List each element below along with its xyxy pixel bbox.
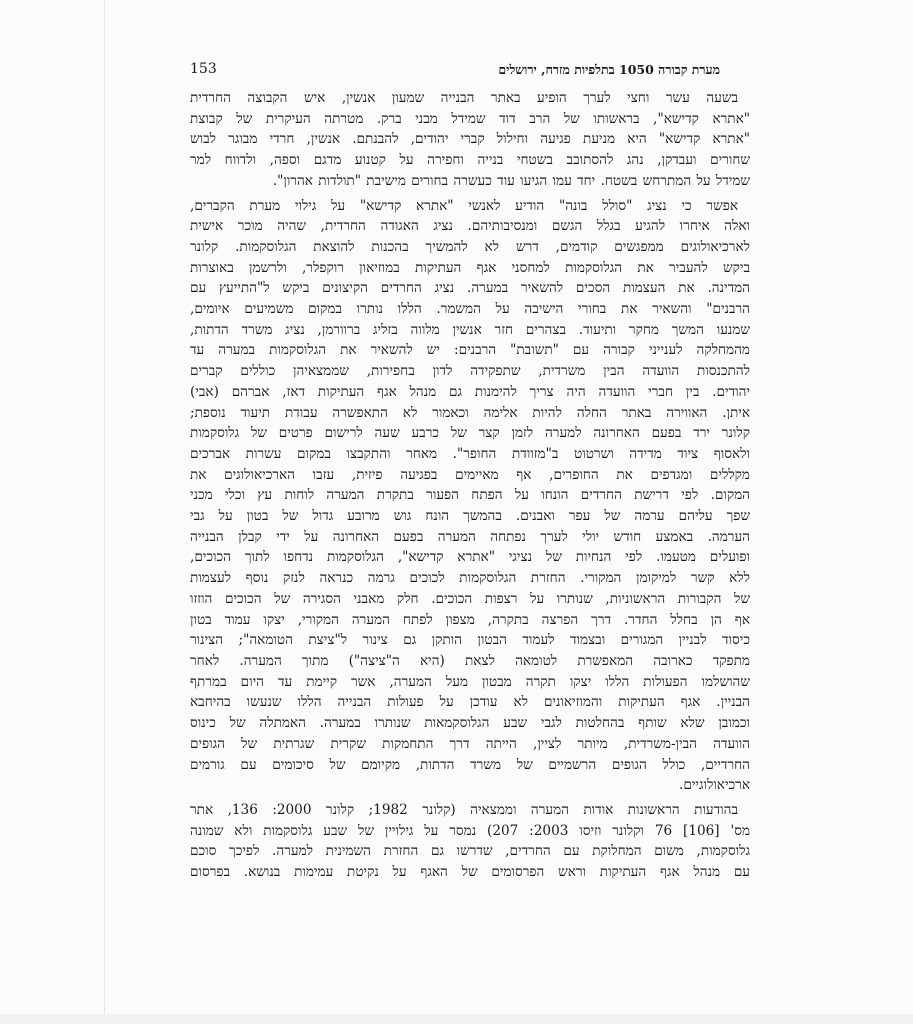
text-line: הוועדה הבין-משרדית, מיותר לציין, הייתה דרך התחמקות שקרית שגרתית של הגופים: [190, 735, 750, 752]
text-line: הבניין. אגף העתיקות והמוזיאונים לא עודכן על פעולות הבנייה הללו שנעשו בהיחבא: [190, 694, 750, 711]
text-line: אף הן בחלל החדר. דרך הפרצה בתקרה, מצפון לפתח המערה המקורי, יצקו עמוד בטון: [190, 611, 750, 628]
text-line: הערמה. באמצע חודש יולי לערך נפתחה המערה בפעם האחרונה על ידי קבלן הבנייה: [190, 528, 750, 545]
text-line: גלוסקמות, משום המחלוקת עם החרדים, שדרשו גם החזרת השמינית למערה. לפיכך סוכם: [190, 843, 750, 860]
text-line: קלונר ירד בפעם האחרונה למערה לזמן קצר של כרבע שעה לרישום פרטים של גלוסקמות: [190, 425, 750, 442]
text-line: וכמובן שלא שותף בהחלטות לגבי שבע הגלוסקמאות שנותרו במערה. האמתלה של כינוס: [190, 715, 750, 732]
running-head: [190, 58, 750, 82]
text-line: שמידל על המתרחש בשטח. יחד עמו הגיעו עוד כעשרה בחורים מישיבת "תולדות אהרון".: [272, 172, 750, 189]
text-line: מס' [106] 76 וקלונר וזיסו 2003: 207) נמסר על גילויין של שבע גלוסקמות ולא שמונה: [190, 822, 750, 839]
text-line: שפך עליהם ערמה של עפר ואבנים. בהמשך הונח גוש מרובע גדול של בטון על גבי: [190, 508, 750, 525]
text-line: "אתרא קדישא" היא מניעת פגיעה וחילול קברי יהודים, להבנתם. אנשין, חרדי מבוגר לבוש: [190, 131, 750, 148]
text-line: ופועלים מטעמו. לפי הנחיות של נציגי "אתרא קדישא", הגלוסקמות נדחפו לתוך הכוכים,: [190, 549, 750, 566]
text-line: ארכיאולוגיים.: [679, 777, 750, 794]
text-line: מהמחלקה לענייני קבורה עם "תשובת" הרבנים: יש להשאיר את הגלוסקמות במערה עד: [190, 342, 750, 359]
running-title: מערת קבורה 1050 בתלפיות מזרח, ירושלים: [498, 62, 720, 77]
scan-bottom-edge: [0, 1014, 913, 1024]
paragraph-1: [190, 88, 750, 192]
text-line: כיסוד לבניין המגורים ובצמוד לעמוד הבטון הותקן גם צינור ל"ציצת הטומאה"; הצינור: [190, 632, 750, 649]
text-line: המדינה. את העצמות הסכים להשאיר במערה. נציג החרדים הקיצונים ביקש ל"התייעץ עם: [190, 280, 750, 297]
scan-fold-line: [104, 0, 105, 1024]
text-line: אפשר כי נציג "סולל בונה" הודיע לאנשי "אתרא קדישא" על גילוי מערת הקברים,: [190, 197, 738, 214]
text-line: שהושלמו הפעולות הללו יצקו תקרה מבטון מעל המערה, אשר קיימת עד היום במרתף: [190, 673, 750, 690]
text-line: ביקש להעביר את הגלוסקמות למחסני אגף העתיקות במוזיאון רוקפלר, ולרשמן באוצרות: [190, 259, 750, 276]
text-line: ללא קשר למיקומן המקורי. החזרת הגלוסקמות לכוכים גרמה כנראה לנזק נוסף לעצמות: [190, 570, 750, 587]
text-line: המקום. לפי דרישת החרדים הונחו על הפתח הפעור בתקרת המערה לוחות עץ וכלי מכני: [190, 487, 750, 504]
text-line: בשעה עשר וחצי לערך הופיע באתר הבנייה שמעון אנשין, איש הקבוצה החרדית: [190, 90, 738, 106]
text-line: שמנעו המשך מחקר ותיעוד. בצהרים חזר אנשין מלווה בזליג ברוורמן, נציג משרד הדתות,: [190, 321, 750, 338]
book-page: [190, 58, 750, 883]
text-line: ואלה איחרו להגיע בגלל הגשם ומנסיבותיהם. נציג האגודה החרדית, שהיה מוכר אישית: [190, 218, 750, 235]
text-line: מקללים ומגדפים את החופרים, אף מאיימים בפגיעה פיזית, עזבו הארכיאולוגים את: [190, 466, 750, 483]
text-line: של הקבורות הראשוניות, שנותרו על רצפות הכוכים. חלק מאבני הסגירה של הכוכים הוזזו: [190, 590, 750, 607]
text-line: בהודעות הראשונות אודות המערה וממצאיה (קלונר 1982; קלונר 2000: 136, אתר: [190, 801, 739, 818]
text-line: להתכנסות הוועדה הבין משרדית, שתפקידה לדון בחפירות, שממצאיהן כוללים קברים: [190, 363, 750, 380]
text-line: "אתרא קדישא", בראשותו של הרב דוד שמידל מבני ברק. מטרתה העיקרית של קבוצת: [190, 110, 750, 127]
text-line: מתפקד כארובה המאפשרת לטומאה לצאת (היא ה"ציצה") מתוך המערה. לאחר: [190, 652, 750, 669]
text-line: לארכיאולוגים ממפגשים קודמים, דרש לא להמשיך בהכנות להוצאת הגלוסקמות. קלונר: [190, 238, 750, 255]
text-line: יהודים. בין חברי הוועדה היה צריך להימנות גם מנהל אגף העתיקות דאז, אברהם (אבי): [190, 383, 750, 400]
text-line: עם מנהל אגף העתיקות וראש הפרסומים של האגף על נקיטת עמימות בנושא. בפרסום: [190, 864, 750, 881]
text-line: החרדיים, כולל הגופים הרשמיים של משרד הדתות, מקיומם של סיכומים עם גורמים: [190, 756, 750, 773]
text-line: שחורים ועבדקן, נהג להסתובב בשטחי בנייה וחפירה על קטנוע מדגם וספה, ולדווח למר: [190, 152, 750, 169]
paragraph-2: [190, 196, 750, 796]
text-line: איתן. האווירה באתר החלה להיות אלימה וכאמור לא התאפשרה עבודת תיעוד נוספת;: [190, 404, 750, 421]
text-line: הרבנים" והשאיר את בחורי הישיבה על המשמר. הללו נותרו במקום משמיעים איומים,: [190, 301, 750, 318]
page-number: 153: [190, 61, 217, 77]
paragraph-3: [190, 800, 750, 883]
text-line: ולאסוף ציוד מדידה ושרטוט ב"מזוודת החופר". מאחר והתקבצו במקום עשרות אברכים: [190, 445, 750, 462]
